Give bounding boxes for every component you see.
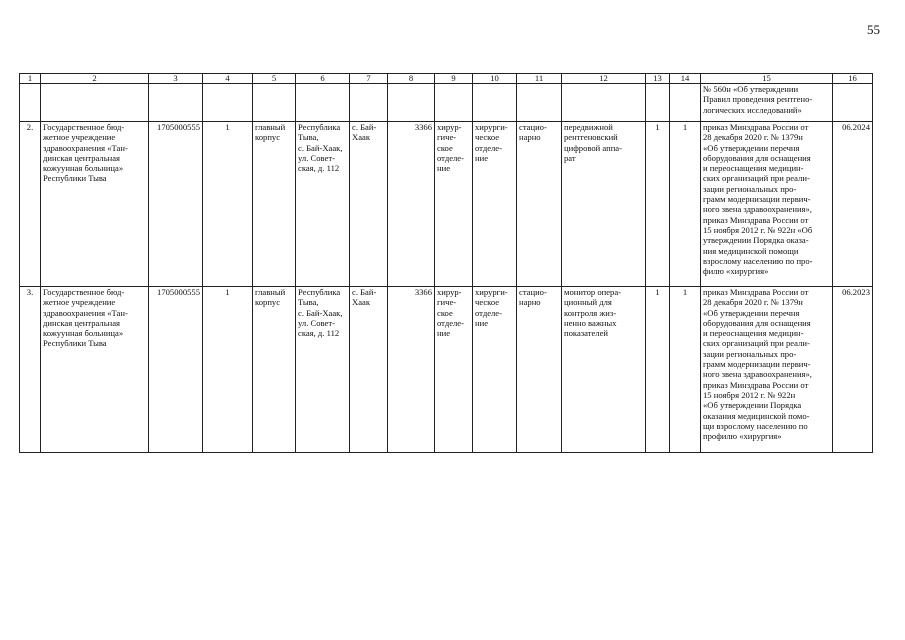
- equipment-name: монитор опера- ционный для контроля жиз- ненно важных показателей: [562, 287, 646, 453]
- cell-empty: [203, 84, 253, 122]
- header-cell: 13: [646, 74, 670, 84]
- header-cell: 5: [253, 74, 296, 84]
- cell-empty: [296, 84, 350, 122]
- cell-empty: [646, 84, 670, 122]
- cell-empty: [350, 84, 388, 122]
- cell-empty: [670, 84, 701, 122]
- department: хирур- гиче- ское отделе- ние: [435, 122, 473, 287]
- cell-empty: [388, 84, 435, 122]
- header-cell: 11: [517, 74, 562, 84]
- header-cell: 2: [41, 74, 149, 84]
- address: Республика Тыва, с. Бай-Хаак, ул. Совет- ская, д. 112: [296, 122, 350, 287]
- cell-empty: [149, 84, 203, 122]
- header-cell: 9: [435, 74, 473, 84]
- address: Республика Тыва, с. Бай-Хаак, ул. Совет- ская, д. 112: [296, 287, 350, 453]
- quantity-planned: 1: [670, 122, 701, 287]
- header-cell: 14: [670, 74, 701, 84]
- population: 3366: [388, 122, 435, 287]
- cell-empty: [41, 84, 149, 122]
- delivery-date: 06.2023: [833, 287, 873, 453]
- care-conditions: стацио- нарно: [517, 122, 562, 287]
- population: 3366: [388, 287, 435, 453]
- building-type: главный корпус: [253, 287, 296, 453]
- cell-empty: [20, 84, 41, 122]
- inn-code: 1705000555: [149, 287, 203, 453]
- header-cell: 8: [388, 74, 435, 84]
- department: хирур- гиче- ское отделе- ние: [435, 287, 473, 453]
- settlement: с. Бай- Хаак: [350, 122, 388, 287]
- quantity-required: 1: [646, 122, 670, 287]
- header-cell: 6: [296, 74, 350, 84]
- settlement: с. Бай- Хаак: [350, 287, 388, 453]
- table-row: [20, 287, 873, 453]
- row-number: 2.: [20, 122, 41, 287]
- header-cell: 1: [20, 74, 41, 84]
- header-cell: 3: [149, 74, 203, 84]
- cell-empty: [833, 84, 873, 122]
- equipment-table: [19, 73, 873, 453]
- quantity-planned: 1: [670, 287, 701, 453]
- quantity-required: 1: [646, 287, 670, 453]
- table-row: [20, 122, 873, 287]
- header-cell: 12: [562, 74, 646, 84]
- building-count: 1: [203, 122, 253, 287]
- continuation-row: [20, 84, 873, 122]
- legal-basis-cell: приказ Минздрава России от 28 декабря 2020 г. № 1379н «Об утверждении перечня оборудования для оснащения и переоснащения медицин- ских организаций при реали- зации региональных про- грамм модернизации первич- ного звена здравоохранения», приказ Минздрава России от 15 ноября 2012 г. № 922н «Об утверждении Порядка оказания медицинской помо- щи взрослому населению по профилю «хирургия»: [701, 287, 833, 453]
- legal-basis-cell: № 560н «Об утверждении Правил проведения рентгено- логических исследований»: [701, 84, 833, 122]
- equipment-name: передвижной рентгеновский цифровой аппа- рат: [562, 122, 646, 287]
- building-count: 1: [203, 287, 253, 453]
- row-number: 3.: [20, 287, 41, 453]
- inn-code: 1705000555: [149, 122, 203, 287]
- header-cell: 4: [203, 74, 253, 84]
- building-type: главный корпус: [253, 122, 296, 287]
- department-profile: хирурги- ческое отделе- ние: [473, 122, 517, 287]
- cell-empty: [473, 84, 517, 122]
- header-cell: 10: [473, 74, 517, 84]
- header-row: [20, 74, 873, 84]
- header-cell: 16: [833, 74, 873, 84]
- delivery-date: 06.2024: [833, 122, 873, 287]
- page-number: 55: [867, 22, 880, 37]
- cell-empty: [435, 84, 473, 122]
- organization-name: Государственное бюд- жетное учреждение здравоохранения «Тан- динская центральная кожуунная больница» Республики Тыва: [41, 122, 149, 287]
- cell-empty: [517, 84, 562, 122]
- cell-empty: [562, 84, 646, 122]
- care-conditions: стацио- нарно: [517, 287, 562, 453]
- header-cell: 7: [350, 74, 388, 84]
- legal-basis-cell: приказ Минздрава России от 28 декабря 2020 г. № 1379н «Об утверждении перечня оборудования для оснащения и переоснащения медицин- ских организаций при реали- зации региональных про- грамм модернизации первич- ного звена здравоохранения», приказ Минздрава России от 15 ноября 2012 г. № 922н «Об утверждении Порядка оказа- ния медицинской помощи взрослому населению по про- филю «хирургия»: [701, 122, 833, 287]
- organization-name: Государственное бюд- жетное учреждение здравоохранения «Тан- динская центральная кожуунная больница» Республики Тыва: [41, 287, 149, 453]
- department-profile: хирурги- ческое отделе- ние: [473, 287, 517, 453]
- cell-empty: [253, 84, 296, 122]
- header-cell: 15: [701, 74, 833, 84]
